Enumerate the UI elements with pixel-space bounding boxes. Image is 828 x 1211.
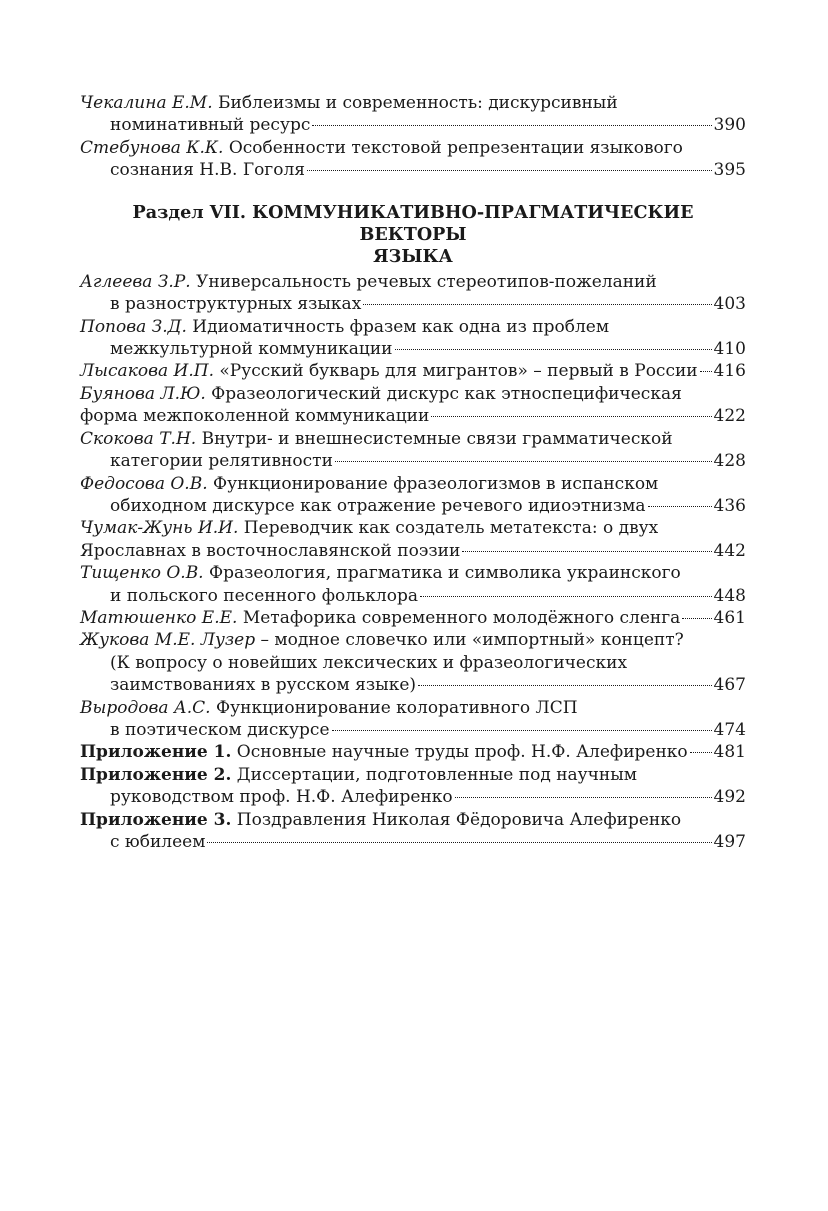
toc-entry	[80, 271, 746, 316]
dot-leader	[462, 551, 711, 552]
dot-leader	[682, 618, 711, 619]
page-number: 416	[713, 361, 746, 382]
toc-entry-line	[80, 831, 746, 853]
toc-entry-line	[80, 741, 746, 763]
toc-entry-line	[80, 428, 746, 450]
entry-author: Лысакова И.П.	[80, 361, 214, 382]
entry-title-cont: в поэтическом дискурсе	[110, 719, 330, 740]
toc-entry-line	[80, 383, 746, 405]
toc-entry-line	[80, 540, 746, 562]
page-number: 428	[713, 451, 746, 472]
appendix-label: Приложение 1.	[80, 742, 232, 763]
entry-title: Метафорика современного молодёжного сленга	[237, 607, 681, 628]
entry-title-cont: форма межпоколенной коммуникации	[80, 406, 430, 427]
dot-leader	[335, 461, 712, 462]
entry-author: Аглеева З.Р.	[80, 271, 191, 292]
toc-entry-line	[80, 607, 746, 629]
entry-author: Чекалина Е.М.	[80, 93, 213, 113]
entry-title: Универсальность речевых стереотипов-пожеланий	[190, 271, 657, 292]
dot-leader	[431, 416, 711, 417]
dot-leader	[700, 371, 712, 372]
toc-appendix	[80, 809, 746, 854]
entry-title: Фразеология, прагматика и символика украинского	[203, 563, 681, 584]
appendix-label: Приложение 2.	[80, 764, 232, 785]
toc-entry-line	[80, 338, 746, 360]
toc-entry-line	[80, 585, 746, 607]
toc-entry-line	[80, 764, 746, 786]
entry-title: Переводчик как создатель метатекста: о двух	[238, 518, 659, 539]
page-number: 422	[713, 406, 746, 427]
entry-author: Попова З.Д.	[80, 316, 187, 337]
page-number: 403	[713, 294, 746, 315]
dot-leader	[690, 752, 712, 753]
entry-title: Библеизмы и современность: дискурсивный	[212, 93, 618, 113]
entry-author: Буянова Л.Ю.	[80, 383, 206, 404]
entry-title: Функционирование фразеологизмов в испанском	[207, 473, 659, 494]
entry-title: Основные научные труды проф. Н.Ф. Алефиренко	[231, 742, 688, 763]
section-heading	[80, 202, 746, 269]
entry-title-cont: межкультурной коммуникации	[110, 339, 393, 360]
entry-title: Идиоматичность фразем как одна из проблем	[186, 316, 610, 337]
entry-author: Стебунова К.К.	[80, 137, 224, 158]
entry-author: Жукова М.Е. Лузер	[80, 630, 256, 651]
dot-leader	[420, 596, 712, 597]
toc-entry-line	[80, 405, 746, 427]
entry-title-cont: в разноструктурных языках	[110, 294, 362, 315]
toc-entry	[80, 697, 746, 742]
entry-author: Тищенко О.В.	[80, 563, 204, 584]
toc-entry	[80, 428, 746, 473]
toc-entry	[80, 383, 746, 428]
toc-entry	[80, 629, 746, 696]
entry-title-cont: руководством проф. Н.Ф. Алефиренко	[110, 787, 453, 808]
page-number: 442	[713, 540, 746, 561]
entry-title: Диссертации, подготовленные под научным	[231, 764, 637, 785]
toc-entry-line	[80, 360, 746, 382]
entry-title: Фразеологический дискурс как этноспецифическая	[205, 383, 682, 404]
toc-entry-line	[80, 719, 746, 741]
entry-title: Особенности текстовой репрезентации языкового	[223, 137, 683, 158]
page-number: 461	[713, 607, 746, 628]
toc-entry-line	[80, 92, 746, 114]
section-heading-line: Раздел VII. КОММУНИКАТИВНО-ПРАГМАТИЧЕСКИЕ ВЕКТОРЫ	[132, 201, 694, 246]
entry-title-cont: заимствованиях в русском языке)	[110, 675, 417, 696]
toc-appendix	[80, 741, 746, 763]
entry-author: Выродова А.С.	[80, 697, 211, 718]
page-number: 448	[713, 585, 746, 606]
page-number: 410	[713, 339, 746, 360]
toc-appendix	[80, 764, 746, 809]
toc-entry	[80, 562, 746, 607]
toc-entry-line	[80, 159, 746, 181]
entry-title-cont: и польского песенного фольклора	[110, 585, 418, 606]
page-number: 436	[713, 495, 746, 516]
entry-title-cont: категории релятивности	[110, 451, 333, 472]
entry-author: Матюшенко Е.Е.	[80, 607, 238, 628]
toc-entry	[80, 137, 746, 182]
dot-leader	[395, 349, 712, 350]
toc-entry	[80, 360, 746, 382]
toc-entry-line	[80, 629, 746, 651]
entry-title: Функционирование колоративного ЛСП	[210, 697, 578, 718]
dot-leader	[418, 685, 712, 686]
entry-title: Поздравления Николая Фёдоровича Алефиренко	[231, 809, 682, 830]
entry-author: Федосова О.В.	[80, 473, 208, 494]
dot-leader	[312, 125, 711, 126]
toc-entry-line	[80, 495, 746, 517]
toc-entry-line	[80, 652, 746, 674]
entry-title-cont: обиходном дискурсе как отражение речевого идиоэтнизма	[110, 495, 646, 516]
toc-entry-line	[80, 137, 746, 159]
page-number: 497	[713, 832, 746, 852]
page-number: 395	[713, 160, 746, 181]
toc-entry	[80, 607, 746, 629]
toc-entry-line	[80, 809, 746, 831]
page-number: 481	[713, 742, 746, 763]
entry-title: – модное словечко или «импортный» концепт?	[255, 630, 684, 651]
page-number: 474	[713, 719, 746, 740]
entry-title-cont: Ярославнах в восточнославянской поэзии	[80, 540, 461, 561]
entry-title-cont: номинативный ресурс	[110, 115, 311, 136]
toc-entry-line	[80, 674, 746, 696]
table-of-contents	[80, 92, 746, 853]
dot-leader	[455, 797, 712, 798]
toc-entry	[80, 473, 746, 518]
dot-leader	[363, 304, 711, 305]
dot-leader	[648, 506, 712, 507]
toc-entry-line	[80, 473, 746, 495]
toc-entry-line	[80, 450, 746, 472]
toc-entry-line	[80, 786, 746, 808]
entry-author: Скокова Т.Н.	[80, 428, 197, 449]
entry-title: «Русский букварь для мигрантов» – первый в России	[213, 361, 698, 382]
page-number: 467	[713, 675, 746, 696]
toc-entry	[80, 517, 746, 562]
dot-leader	[307, 170, 712, 171]
toc-entry-line	[80, 697, 746, 719]
entry-title: Внутри- и внешнесистемные связи грамматической	[196, 428, 673, 449]
toc-entry-line	[80, 316, 746, 338]
page-number: 390	[713, 115, 746, 136]
page-number: 492	[713, 787, 746, 808]
entry-title-cont: с юбилеем	[110, 832, 206, 852]
toc-entry	[80, 92, 746, 137]
dot-leader	[207, 842, 711, 843]
toc-entry-line	[80, 562, 746, 584]
toc-entry-line	[80, 517, 746, 539]
entry-title-cont: сознания Н.В. Гоголя	[110, 160, 305, 181]
entry-title-cont: (К вопросу о новейших лексических и фразеологических	[110, 652, 628, 673]
section-heading-line: ЯЗЫКА	[373, 246, 453, 268]
appendix-label: Приложение 3.	[80, 809, 232, 830]
toc-entry-line	[80, 114, 746, 136]
toc-entry-line	[80, 293, 746, 315]
entry-author: Чумак-Жунь И.И.	[80, 518, 239, 539]
toc-entry	[80, 316, 746, 361]
dot-leader	[332, 730, 712, 731]
toc-entry-line	[80, 271, 746, 293]
